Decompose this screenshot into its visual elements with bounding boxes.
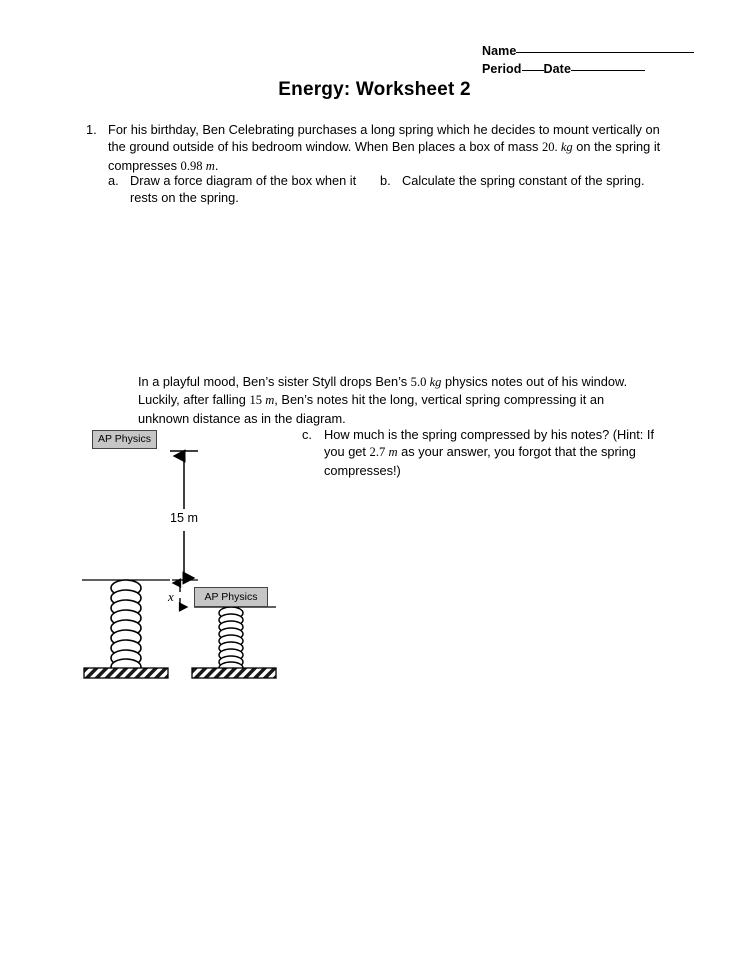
question-1-compression-unit: m	[205, 158, 215, 173]
period-label: Period	[482, 62, 522, 76]
question-1-text-3: .	[214, 157, 219, 173]
ap-physics-box-bottom: AP Physics	[194, 587, 268, 607]
paragraph-2	[138, 373, 638, 427]
part-c-hint-unit: m	[388, 445, 398, 460]
part-c-text-1: How much is the spring compressed by his notes? (Hint: If you get	[324, 427, 655, 460]
page-title: Energy: Worksheet 2	[278, 79, 471, 100]
paragraph-2-text-2: physics notes out of his window. Luckily, after falling	[138, 374, 628, 408]
paragraph-2-notes-mass-value: 5.0	[410, 375, 427, 389]
name-field-row	[482, 44, 694, 58]
question-1	[86, 121, 666, 175]
period-blank-line[interactable]	[522, 70, 544, 71]
name-label: Name	[482, 44, 517, 58]
question-1-number: 1.	[86, 122, 97, 137]
question-1-mass-unit-text: kg	[560, 140, 573, 155]
ap-physics-box-top: AP Physics	[92, 430, 157, 449]
question-1-text-1: For his birthday, Ben Celebrating purchases a long spring which he decides to mount vertically on the ground outside of his bedroom window. When Ben places a box of mass	[108, 122, 660, 155]
question-1-body	[108, 121, 666, 175]
part-a-text: Draw a force diagram of the box when it rests on the spring.	[130, 173, 357, 206]
paragraph-2-text-3: , Ben’s notes hit the long, vertical spring compressing it an unknown distance as in the diagram.	[138, 392, 605, 426]
paragraph-2-fall-unit: m	[265, 393, 275, 408]
name-blank-line[interactable]	[516, 52, 694, 53]
question-1-part-c	[302, 426, 672, 479]
question-1-compression-value: 0.98	[180, 158, 203, 173]
part-c-body	[324, 426, 672, 479]
date-blank-line[interactable]	[571, 70, 645, 71]
part-b-letter: b.	[380, 173, 391, 188]
paragraph-2-text-1: In a playful mood, Ben’s sister Styll drops Ben’s	[138, 374, 411, 389]
part-a-letter: a.	[108, 173, 119, 188]
part-c-letter: c.	[302, 427, 312, 442]
right-ground-base	[192, 668, 276, 678]
period-date-field-row	[482, 62, 645, 76]
left-ground-base	[84, 668, 168, 678]
paragraph-2-notes-mass-unit: kg	[429, 375, 442, 389]
question-1-text-2: on the spring it compresses	[108, 139, 661, 173]
part-c-text-2: as your answer, you forgot that the spring compresses!)	[324, 444, 636, 478]
question-1-mass-value: 20.	[541, 140, 558, 155]
part-b-text: Calculate the spring constant of the spring.	[402, 173, 645, 188]
question-1-part-b	[380, 172, 650, 189]
date-label: Date	[543, 62, 571, 76]
height-label: 15 m	[170, 511, 198, 525]
right-spring	[219, 607, 243, 674]
compression-label: x	[168, 589, 174, 604]
question-1-part-a	[108, 172, 358, 207]
part-c-hint-value: 2.7	[369, 445, 386, 460]
left-spring	[111, 580, 141, 675]
paragraph-2-fall-value: 15	[249, 393, 263, 408]
